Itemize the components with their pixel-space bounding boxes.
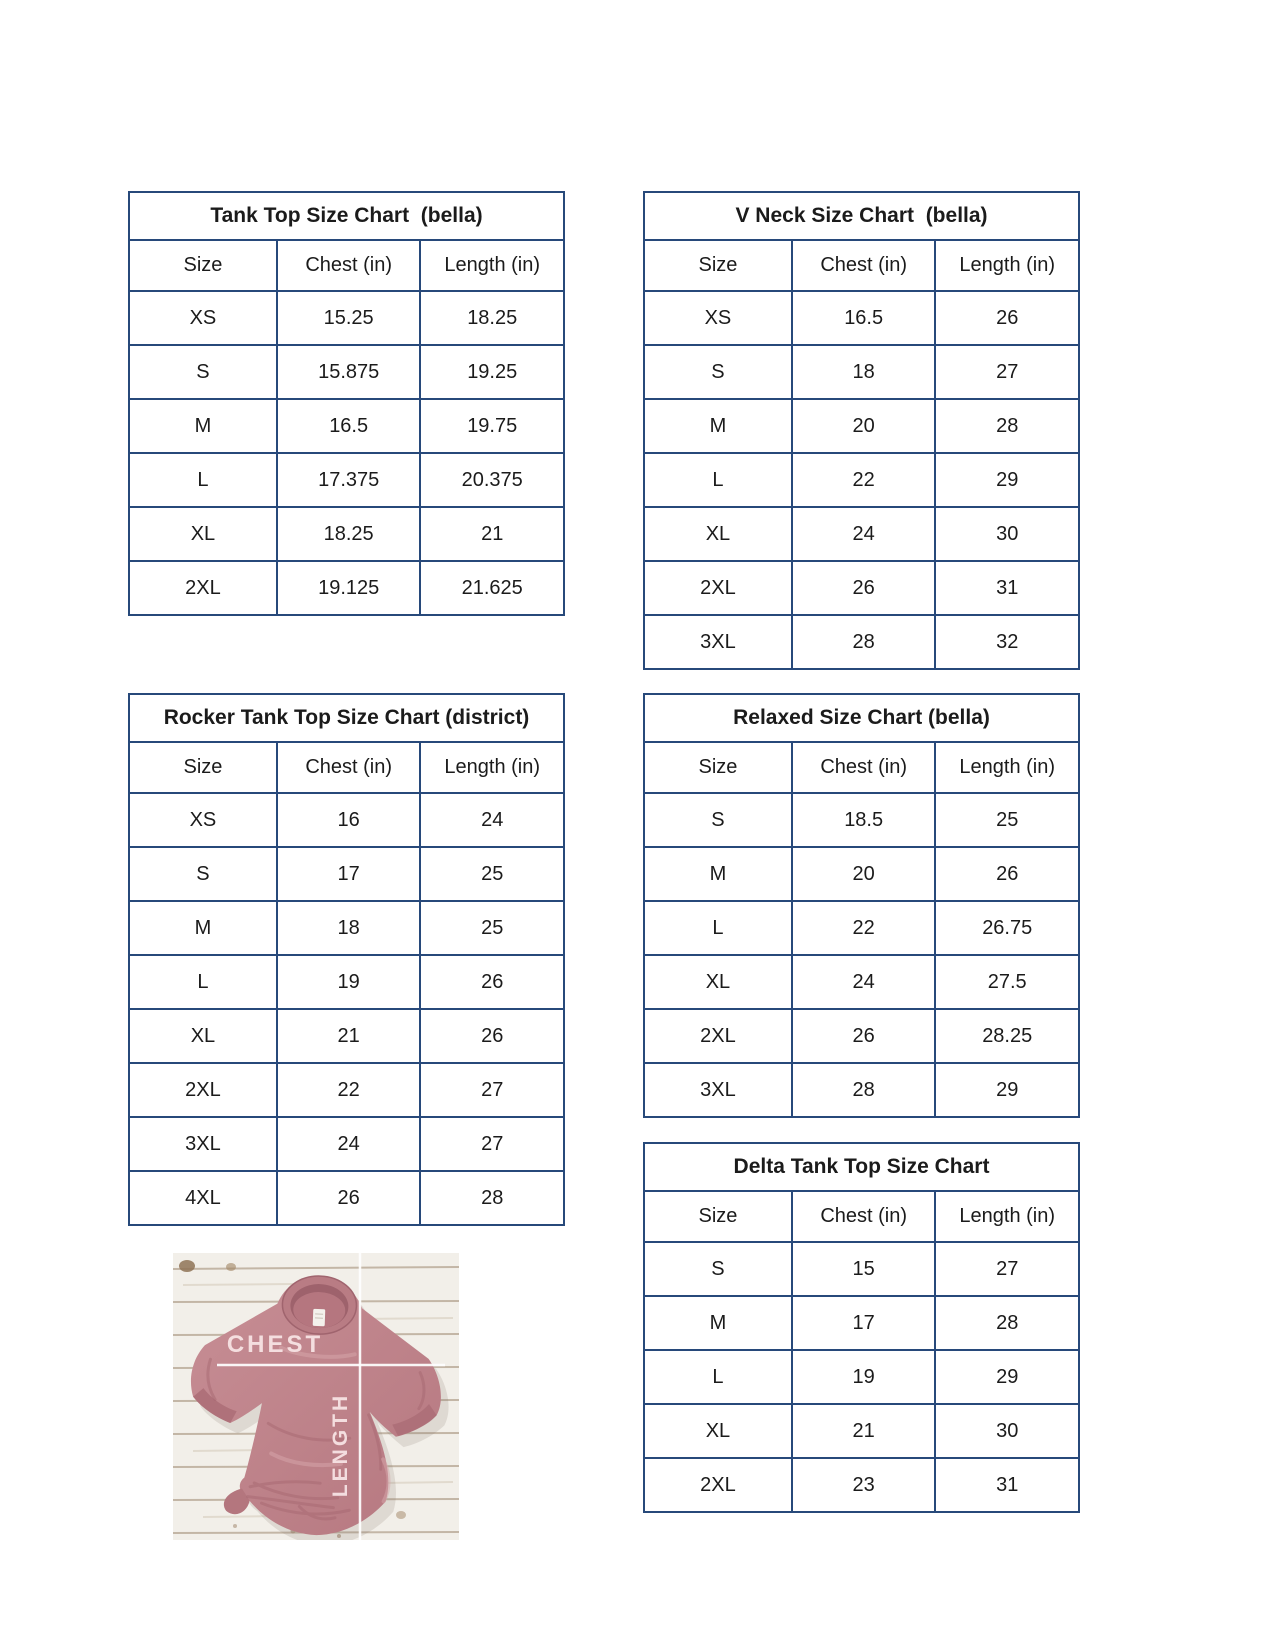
table-cell: 24 [420, 793, 564, 847]
table-row [129, 561, 564, 615]
table-cell: S [644, 345, 792, 399]
table-cell: 19 [277, 955, 421, 1009]
table-cell: 27 [420, 1117, 564, 1171]
table-title: Tank Top Size Chart (bella) [129, 192, 564, 240]
column-header: Chest (in) [792, 742, 936, 793]
table-cell: M [644, 847, 792, 901]
table-cell: S [644, 1242, 792, 1296]
table-row [644, 399, 1079, 453]
table-row [644, 793, 1079, 847]
table-cell: 17 [792, 1296, 936, 1350]
table-cell: 2XL [129, 561, 277, 615]
table-row [644, 1009, 1079, 1063]
table-row [644, 453, 1079, 507]
table-row [129, 345, 564, 399]
table-cell: 21.625 [420, 561, 564, 615]
table-cell: 29 [935, 453, 1079, 507]
table-cell: 27 [420, 1063, 564, 1117]
table-cell: 26 [792, 561, 936, 615]
table-cell: 17.375 [277, 453, 421, 507]
table-cell: 15.25 [277, 291, 421, 345]
table-cell: 23 [792, 1458, 936, 1512]
table-cell: M [644, 1296, 792, 1350]
table-cell: L [644, 901, 792, 955]
table-cell: 21 [277, 1009, 421, 1063]
table-row [129, 399, 564, 453]
table-row [129, 291, 564, 345]
table-title-row [644, 192, 1079, 240]
table-cell: 27 [935, 1242, 1079, 1296]
table-cell: 26 [420, 1009, 564, 1063]
table-header-row [129, 240, 564, 291]
column-header: Length (in) [935, 240, 1079, 291]
table-row [644, 1063, 1079, 1117]
table-cell: 22 [792, 453, 936, 507]
table-row [644, 1458, 1079, 1512]
table-cell: 21 [420, 507, 564, 561]
column-header: Size [644, 240, 792, 291]
tank-top-size-chart-table [128, 191, 565, 616]
table-cell: 27 [935, 345, 1079, 399]
table-cell: 19.75 [420, 399, 564, 453]
length-measurement-label: LENGTH [329, 1392, 352, 1498]
table-cell: 32 [935, 615, 1079, 669]
column-header: Length (in) [935, 1191, 1079, 1242]
table-row [129, 1117, 564, 1171]
table-header-row [644, 742, 1079, 793]
table-cell: 15.875 [277, 345, 421, 399]
table-cell: 20 [792, 399, 936, 453]
table-cell: 18.5 [792, 793, 936, 847]
table-cell: L [129, 453, 277, 507]
table-row [644, 507, 1079, 561]
table-row [644, 291, 1079, 345]
table-cell: 28.25 [935, 1009, 1079, 1063]
table-row [129, 793, 564, 847]
column-header: Length (in) [420, 742, 564, 793]
table-title: V Neck Size Chart (bella) [644, 192, 1079, 240]
table-cell: 20 [792, 847, 936, 901]
column-header: Chest (in) [792, 1191, 936, 1242]
table-title-row [644, 1143, 1079, 1191]
table-title-row [129, 694, 564, 742]
table-cell: 26 [277, 1171, 421, 1225]
tshirt-measurement-photo [173, 1253, 459, 1540]
table-cell: 28 [935, 399, 1079, 453]
table-cell: 25 [935, 793, 1079, 847]
table-cell: L [129, 955, 277, 1009]
table-cell: 29 [935, 1350, 1079, 1404]
table-row [644, 901, 1079, 955]
table-cell: XL [129, 1009, 277, 1063]
table-cell: 18.25 [420, 291, 564, 345]
table-cell: 26.75 [935, 901, 1079, 955]
column-header: Size [644, 742, 792, 793]
table-cell: XS [644, 291, 792, 345]
table-cell: 18 [792, 345, 936, 399]
table-cell: XL [644, 507, 792, 561]
table-row [644, 1404, 1079, 1458]
table-cell: 30 [935, 1404, 1079, 1458]
table-cell: 25 [420, 901, 564, 955]
table-cell: S [644, 793, 792, 847]
table-row [129, 847, 564, 901]
table-cell: 27.5 [935, 955, 1079, 1009]
table-cell: M [129, 399, 277, 453]
table-title-row [129, 192, 564, 240]
table-cell: XS [129, 291, 277, 345]
column-header: Length (in) [420, 240, 564, 291]
table-cell: 19 [792, 1350, 936, 1404]
table-row [644, 561, 1079, 615]
table-cell: 2XL [644, 561, 792, 615]
chest-measurement-label: CHEST [226, 1331, 324, 1358]
table-cell: 31 [935, 561, 1079, 615]
table-row [644, 1296, 1079, 1350]
table-row [644, 1350, 1079, 1404]
table-row [129, 1171, 564, 1225]
table-title-row [644, 694, 1079, 742]
table-cell: XL [129, 507, 277, 561]
table-cell: 24 [792, 955, 936, 1009]
table-cell: 22 [277, 1063, 421, 1117]
table-cell: 22 [792, 901, 936, 955]
table-row [129, 1063, 564, 1117]
table-cell: 3XL [129, 1117, 277, 1171]
table-cell: 29 [935, 1063, 1079, 1117]
table-cell: 18.25 [277, 507, 421, 561]
table-cell: 31 [935, 1458, 1079, 1512]
table-row [644, 955, 1079, 1009]
v-neck-size-chart-table [643, 191, 1080, 670]
table-row [644, 847, 1079, 901]
table-title: Rocker Tank Top Size Chart (district) [129, 694, 564, 742]
tshirt-measurement-illustration [173, 1253, 459, 1540]
column-header: Size [644, 1191, 792, 1242]
table-cell: 18 [277, 901, 421, 955]
table-cell: 2XL [644, 1009, 792, 1063]
column-header: Length (in) [935, 742, 1079, 793]
table-cell: 3XL [644, 1063, 792, 1117]
table-cell: 28 [792, 615, 936, 669]
table-title: Delta Tank Top Size Chart [644, 1143, 1079, 1191]
column-header: Chest (in) [792, 240, 936, 291]
table-row [129, 901, 564, 955]
table-cell: 28 [935, 1296, 1079, 1350]
table-cell: M [644, 399, 792, 453]
table-cell: 26 [792, 1009, 936, 1063]
table-cell: 28 [792, 1063, 936, 1117]
table-cell: XL [644, 955, 792, 1009]
table-cell: 3XL [644, 615, 792, 669]
table-cell: 26 [420, 955, 564, 1009]
delta-tank-top-size-chart-table [643, 1142, 1080, 1513]
table-cell: 30 [935, 507, 1079, 561]
table-cell: 21 [792, 1404, 936, 1458]
column-header: Size [129, 742, 277, 793]
table-cell: L [644, 1350, 792, 1404]
table-row [644, 345, 1079, 399]
table-cell: 26 [935, 291, 1079, 345]
table-cell: 2XL [644, 1458, 792, 1512]
column-header: Chest (in) [277, 240, 421, 291]
table-cell: 28 [420, 1171, 564, 1225]
table-cell: 24 [277, 1117, 421, 1171]
relaxed-size-chart-table [643, 693, 1080, 1118]
table-row [129, 955, 564, 1009]
table-cell: 4XL [129, 1171, 277, 1225]
table-cell: 2XL [129, 1063, 277, 1117]
table-cell: 16.5 [277, 399, 421, 453]
table-cell: XS [129, 793, 277, 847]
table-cell: S [129, 345, 277, 399]
table-cell: 25 [420, 847, 564, 901]
table-header-row [644, 1191, 1079, 1242]
table-cell: M [129, 901, 277, 955]
table-row [644, 1242, 1079, 1296]
table-cell: 24 [792, 507, 936, 561]
table-title: Relaxed Size Chart (bella) [644, 694, 1079, 742]
table-cell: 16 [277, 793, 421, 847]
table-cell: 20.375 [420, 453, 564, 507]
table-cell: 26 [935, 847, 1079, 901]
table-row [129, 453, 564, 507]
table-cell: 15 [792, 1242, 936, 1296]
table-cell: 19.125 [277, 561, 421, 615]
rocker-tank-top-size-chart-table [128, 693, 565, 1226]
table-header-row [644, 240, 1079, 291]
table-cell: 19.25 [420, 345, 564, 399]
table-row [129, 507, 564, 561]
table-cell: L [644, 453, 792, 507]
column-header: Size [129, 240, 277, 291]
table-header-row [129, 742, 564, 793]
column-header: Chest (in) [277, 742, 421, 793]
table-cell: XL [644, 1404, 792, 1458]
table-cell: S [129, 847, 277, 901]
table-cell: 17 [277, 847, 421, 901]
table-row [644, 615, 1079, 669]
table-row [129, 1009, 564, 1063]
table-cell: 16.5 [792, 291, 936, 345]
